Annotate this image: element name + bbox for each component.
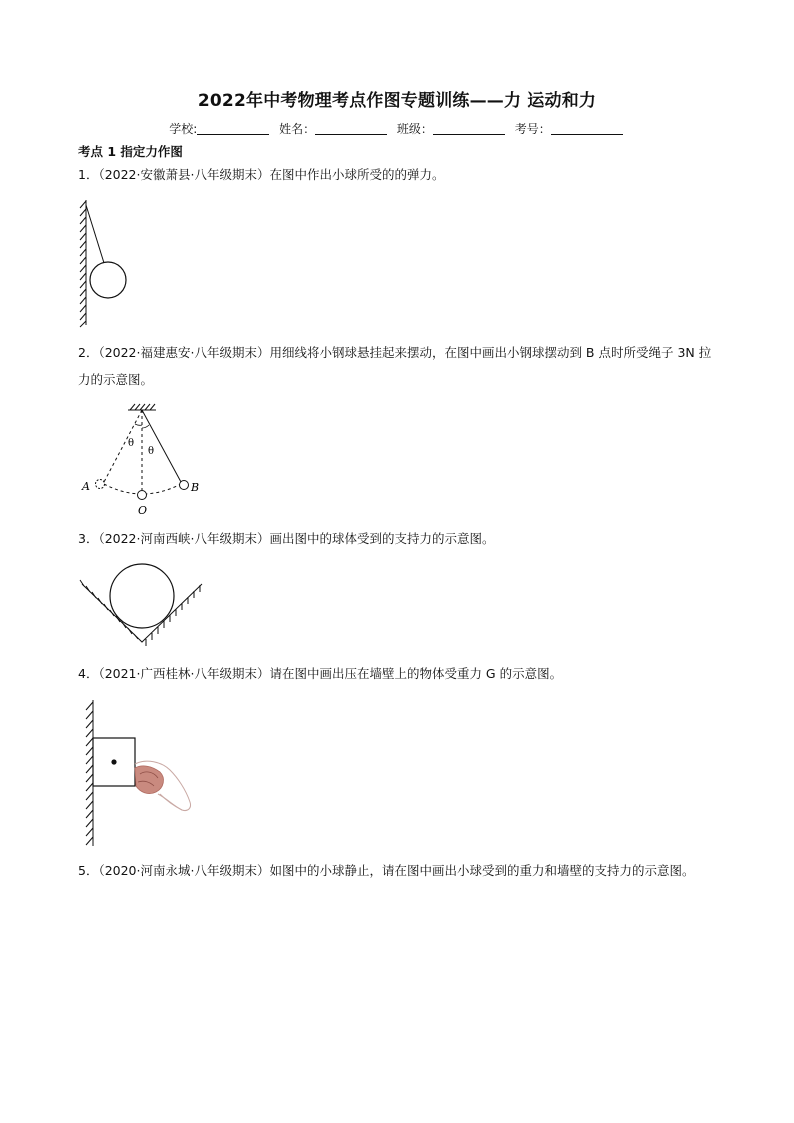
question-2 xyxy=(78,339,718,393)
hand-illustration xyxy=(135,761,191,810)
ball xyxy=(90,262,126,298)
point-label-a: A xyxy=(82,480,90,493)
school-field[interactable] xyxy=(197,122,269,135)
question-text: （2020·河南永城·八年级期末）如图中的小球静止，请在图中画出小球受到的重力和墙壁的支持力的示意图。 xyxy=(98,863,695,878)
question-text: （2022·安徽萧县·八年级期末）在图中作出小球所受的的弹力。 xyxy=(98,167,445,182)
figure-2-pendulum xyxy=(78,402,208,520)
student-info-line xyxy=(0,120,794,137)
ball-b xyxy=(180,481,189,490)
angle-arc-right xyxy=(142,425,149,428)
point-label-b: B xyxy=(191,481,200,494)
question-number: 1． xyxy=(78,167,99,182)
dashed-left-string xyxy=(104,410,142,482)
exam-no-label: 考号： xyxy=(514,122,551,136)
v-groove xyxy=(80,580,202,646)
question-4 xyxy=(78,660,718,687)
ball-o xyxy=(138,491,147,500)
figure-4-block-pressed-on-wall xyxy=(74,698,204,848)
ceiling-hatching xyxy=(128,404,156,410)
class-field[interactable] xyxy=(433,122,505,135)
angle-arc-left xyxy=(135,424,142,425)
question-number: 3． xyxy=(78,531,99,546)
name-field[interactable] xyxy=(315,122,387,135)
wall-hatching xyxy=(86,700,93,846)
question-5 xyxy=(78,857,718,884)
figure-3-ball-in-v-groove xyxy=(78,562,210,648)
page-title: 2022年中考物理考点作图专题训练——力 运动和力 xyxy=(197,91,597,111)
question-number: 2． xyxy=(78,345,99,360)
ball xyxy=(110,564,174,628)
question-text: （2021·广西桂林·八年级期末）请在图中画出压在墙壁上的物体受重力 G 的示意图。 xyxy=(98,666,563,681)
question-1 xyxy=(78,161,718,188)
string xyxy=(86,205,104,263)
section-title: 考点 1 指定力作图 xyxy=(78,144,183,159)
wall-hatching xyxy=(80,200,86,327)
figure-1-ball-on-wall xyxy=(70,195,140,330)
point-label-o: O xyxy=(138,504,148,517)
name-label: 姓名： xyxy=(279,122,316,136)
question-number: 4． xyxy=(78,666,99,681)
center-of-gravity-dot xyxy=(111,759,116,764)
angle-label-left: θ xyxy=(128,438,135,449)
class-label: 班级： xyxy=(396,122,433,136)
school-label: 学校: xyxy=(169,122,198,136)
question-text: （2022·福建惠安·八年级期末）用细线将小钢球悬挂起来摆动，在图中画出小钢球摆动到 B 点时所受绳子 3N 拉力的示意图。 xyxy=(78,345,712,387)
exam-no-field[interactable] xyxy=(551,122,623,135)
question-number: 5． xyxy=(78,863,99,878)
question-text: （2022·河南西峡·八年级期末）画出图中的球体受到的支持力的示意图。 xyxy=(98,531,495,546)
angle-label-right: θ xyxy=(148,446,155,457)
question-3 xyxy=(78,525,718,552)
ball-a xyxy=(96,480,105,489)
